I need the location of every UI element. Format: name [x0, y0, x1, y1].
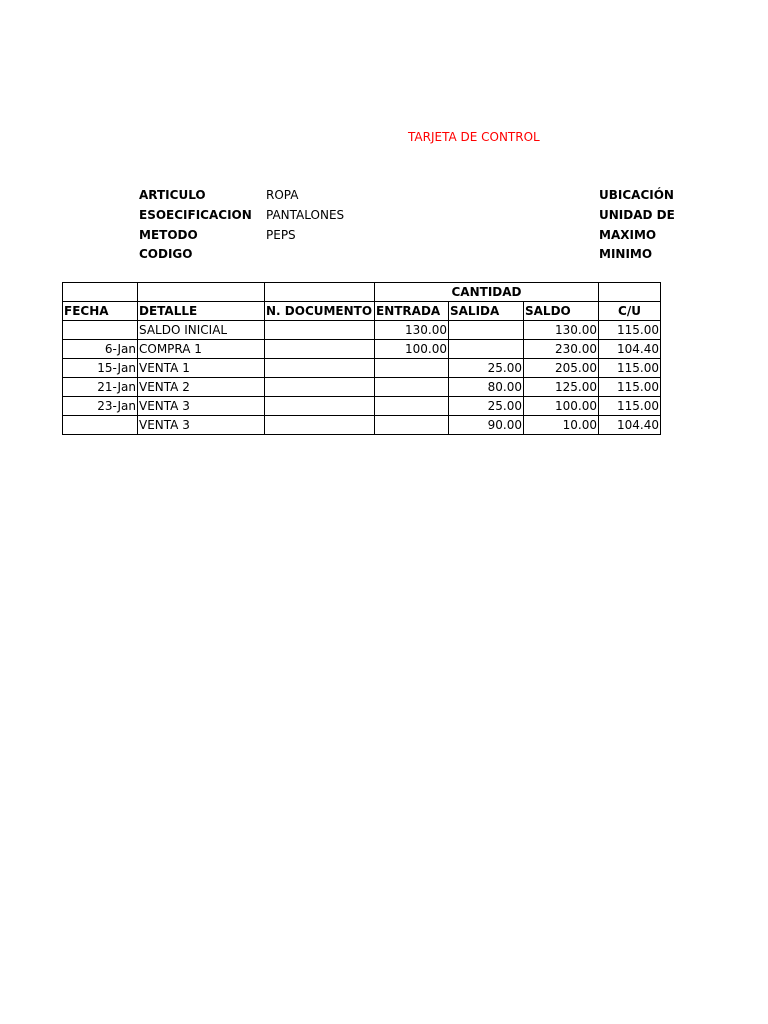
cell-detalle: SALDO INICIAL [138, 321, 265, 340]
cell-detalle: VENTA 1 [138, 359, 265, 378]
table-row [63, 340, 661, 359]
cell-entrada [375, 397, 449, 416]
cell-cu: 115.00 [599, 378, 661, 397]
cell-entrada [375, 359, 449, 378]
table-row [63, 359, 661, 378]
col-header-fecha: FECHA [63, 302, 138, 321]
ubicacion-label: UBICACIÓN [599, 188, 674, 202]
cell-cu: 115.00 [599, 397, 661, 416]
cell-cu: 115.00 [599, 321, 661, 340]
cell-saldo: 100.00 [524, 397, 599, 416]
table-row [63, 397, 661, 416]
cell-saldo: 10.00 [524, 416, 599, 435]
articulo-label: ARTICULO [139, 188, 206, 202]
metodo-value: PEPS [266, 228, 296, 242]
cell-saldo: 125.00 [524, 378, 599, 397]
cell-entrada [375, 378, 449, 397]
cell-entrada: 130.00 [375, 321, 449, 340]
empty-cell [138, 283, 265, 302]
col-header-cu: C/U [599, 302, 661, 321]
empty-cell [599, 283, 661, 302]
cell-entrada: 100.00 [375, 340, 449, 359]
cell-entrada [375, 416, 449, 435]
cell-detalle: VENTA 3 [138, 416, 265, 435]
col-header-documento: N. DOCUMENTO [265, 302, 375, 321]
empty-cell [63, 283, 138, 302]
cell-fecha: 15-Jan [63, 359, 138, 378]
codigo-label: CODIGO [139, 247, 193, 261]
maximo-label: MAXIMO [599, 228, 657, 242]
cell-detalle: COMPRA 1 [138, 340, 265, 359]
cell-saldo: 205.00 [524, 359, 599, 378]
empty-cell [265, 283, 375, 302]
cell-fecha: 23-Jan [63, 397, 138, 416]
cantidad-header: CANTIDAD [375, 283, 599, 302]
cell-documento [265, 359, 375, 378]
cell-saldo: 130.00 [524, 321, 599, 340]
unidad-label: UNIDAD DE [599, 208, 675, 222]
cell-documento [265, 340, 375, 359]
cell-salida: 90.00 [449, 416, 524, 435]
table-row [63, 416, 661, 435]
cell-fecha [63, 416, 138, 435]
metodo-label: METODO [139, 228, 198, 242]
cell-fecha [63, 321, 138, 340]
cell-documento [265, 416, 375, 435]
page-title: TARJETA DE CONTROL [408, 130, 540, 144]
cell-salida [449, 321, 524, 340]
especificacion-label: ESOECIFICACION [139, 208, 252, 222]
articulo-value: ROPA [266, 188, 299, 202]
group-header-row [63, 283, 661, 302]
cell-cu: 115.00 [599, 359, 661, 378]
control-table [62, 282, 661, 435]
col-header-detalle: DETALLE [138, 302, 265, 321]
cell-salida: 25.00 [449, 397, 524, 416]
especificacion-value: PANTALONES [266, 208, 345, 222]
cell-cu: 104.40 [599, 340, 661, 359]
column-header-row [63, 302, 661, 321]
table-row [63, 378, 661, 397]
cell-salida [449, 340, 524, 359]
col-header-salida: SALIDA [449, 302, 524, 321]
cell-saldo: 230.00 [524, 340, 599, 359]
cell-documento [265, 397, 375, 416]
cell-cu: 104.40 [599, 416, 661, 435]
cell-detalle: VENTA 2 [138, 378, 265, 397]
minimo-label: MINIMO [599, 247, 653, 261]
col-header-saldo: SALDO [524, 302, 599, 321]
cell-salida: 80.00 [449, 378, 524, 397]
cell-fecha: 21-Jan [63, 378, 138, 397]
table-row [63, 321, 661, 340]
col-header-entrada: ENTRADA [375, 302, 449, 321]
cell-detalle: VENTA 3 [138, 397, 265, 416]
cell-fecha: 6-Jan [63, 340, 138, 359]
cell-salida: 25.00 [449, 359, 524, 378]
cell-documento [265, 378, 375, 397]
cell-documento [265, 321, 375, 340]
